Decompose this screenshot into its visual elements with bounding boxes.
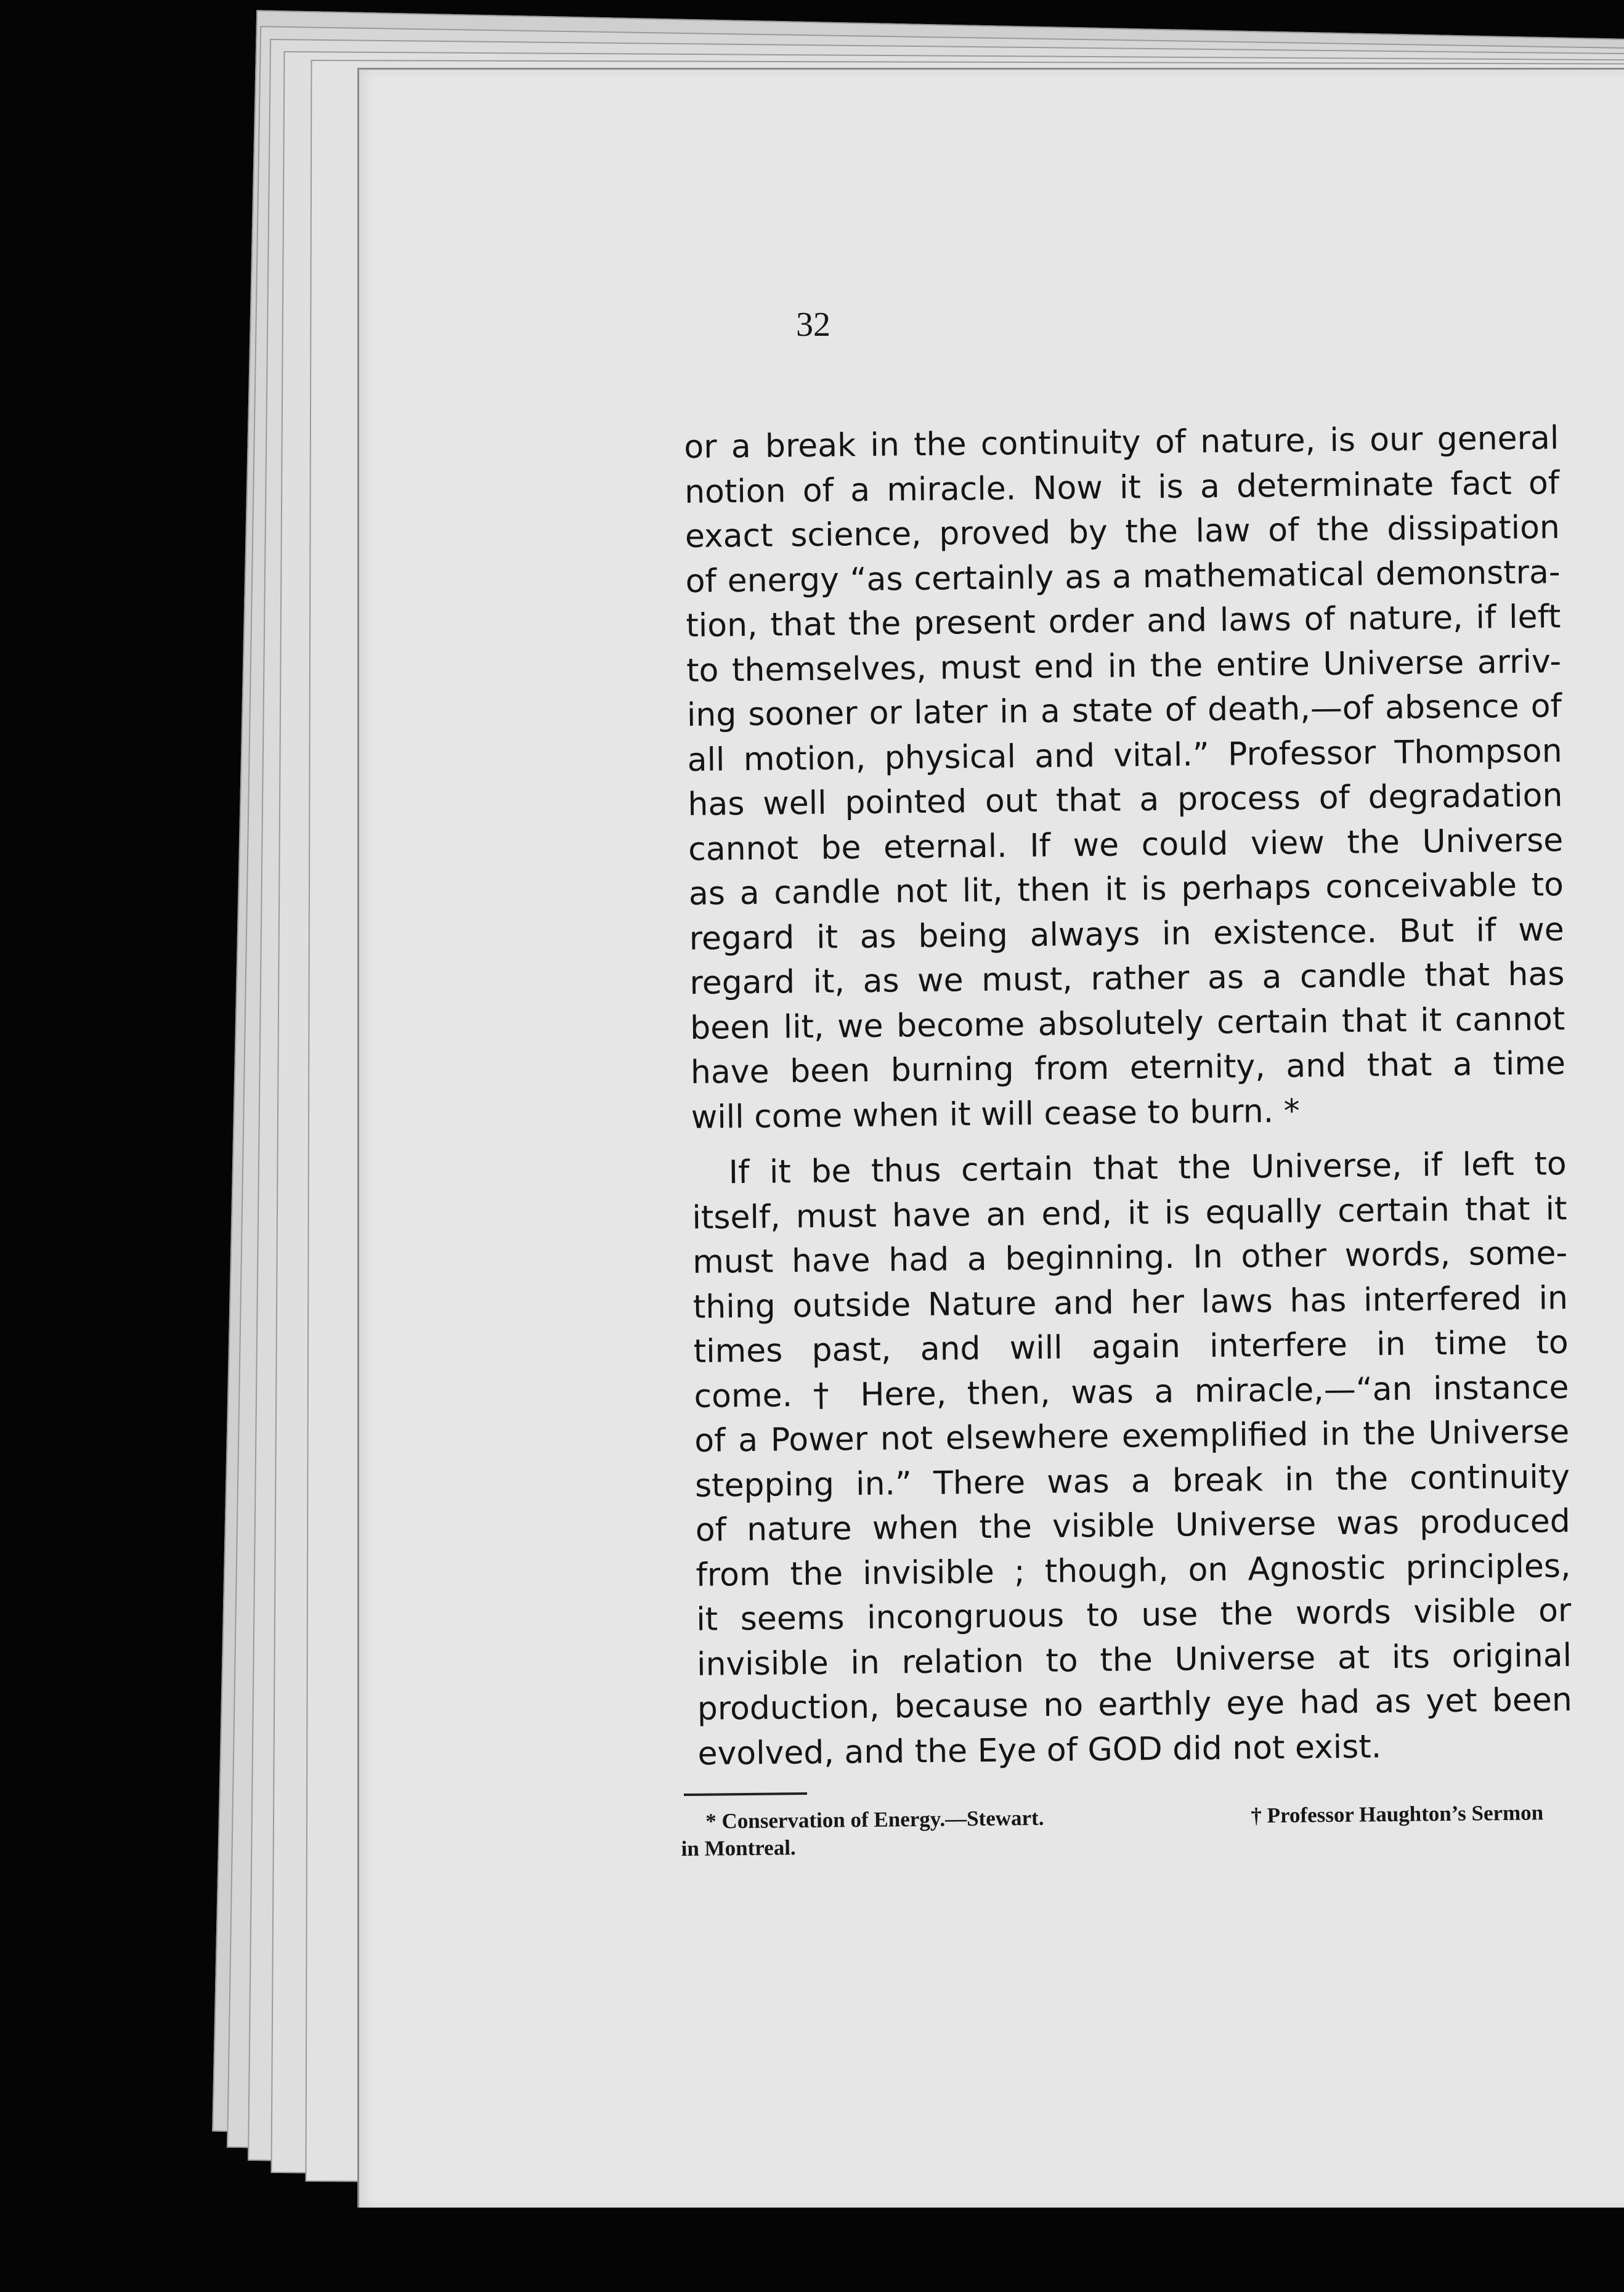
text-line: to themselves, must end in the entire Universe arriv- xyxy=(686,643,1562,689)
text-line: If it be thus certain that the Universe, if left to xyxy=(728,1145,1567,1192)
text-line: or a break in the continuity of nature, is our general xyxy=(684,420,1559,466)
text-line: tion, that the present order and laws of nature, if left xyxy=(686,598,1561,644)
text-line: will come when it will cease to burn. * xyxy=(691,1092,1300,1136)
text-line: invisible in relation to the Universe at its original xyxy=(696,1636,1572,1683)
text-line: ing sooner or later in a state of death,—of absence of xyxy=(686,688,1562,734)
paragraph-1 xyxy=(684,416,1566,1140)
page-number: 32 xyxy=(796,306,830,344)
text-line: notion of a miracle. Now it is a determinate fact of xyxy=(684,464,1560,511)
text-line: it seems incongruous to use the words visible or xyxy=(696,1592,1572,1638)
footnote-1: * Conservation of Energy.—Stewart. xyxy=(705,1805,1044,1834)
text-line: regard it, as we must, rather as a candle that has xyxy=(689,956,1565,1002)
text-line: stepping in.” There was a break in the continuity xyxy=(694,1458,1570,1505)
footnote-2: † Professor Haughton’s Sermon xyxy=(1251,1800,1544,1828)
text-line: production, because no earthly eye had as yet been xyxy=(697,1681,1573,1728)
text-line: must have had a beginning. In other words, some- xyxy=(692,1235,1568,1281)
text-line: evolved, and the Eye of GOD did not exist. xyxy=(697,1728,1382,1773)
text-line: exact science, proved by the law of the dissipation xyxy=(684,509,1561,555)
text-line: been lit, we become absolutely certain that it cannot xyxy=(689,1000,1565,1047)
text-line: as a candle not lit, then it is perhaps conceivable to xyxy=(688,866,1564,912)
body-text xyxy=(684,416,1573,1776)
text-line: has well pointed out that a process of degradation xyxy=(688,777,1563,823)
text-line: of energy “as certainly as a mathematical demonstra- xyxy=(685,553,1561,600)
text-line: have been burning from eternity, and that a time xyxy=(690,1045,1566,1091)
text-line: from the invisible ; though, on Agnostic principles, xyxy=(696,1547,1571,1594)
text-line: times past, and will again interfere in time to xyxy=(693,1324,1569,1370)
text-line: all motion, physical and vital.” Professor Thompson xyxy=(687,732,1562,779)
text-line: regard it as being always in existence. But if we xyxy=(689,911,1564,957)
text-line: come. † Here, then, was a miracle,—“an instance xyxy=(694,1368,1569,1415)
text-line: of nature when the visible Universe was produced xyxy=(695,1503,1571,1549)
text-line: cannot be eternal. If we could view the Universe xyxy=(688,821,1564,868)
footnotes xyxy=(681,1799,1544,1863)
footnote-2-continued: in Montreal. xyxy=(681,1835,796,1861)
text-line: of a Power not elsewhere exemplified in the Universe xyxy=(694,1413,1570,1460)
paragraph-2 xyxy=(691,1142,1573,1776)
text-line: itself, must have an end, it is equally certain that it xyxy=(692,1190,1567,1237)
text-line: thing outside Nature and her laws has interfered in xyxy=(692,1279,1569,1326)
